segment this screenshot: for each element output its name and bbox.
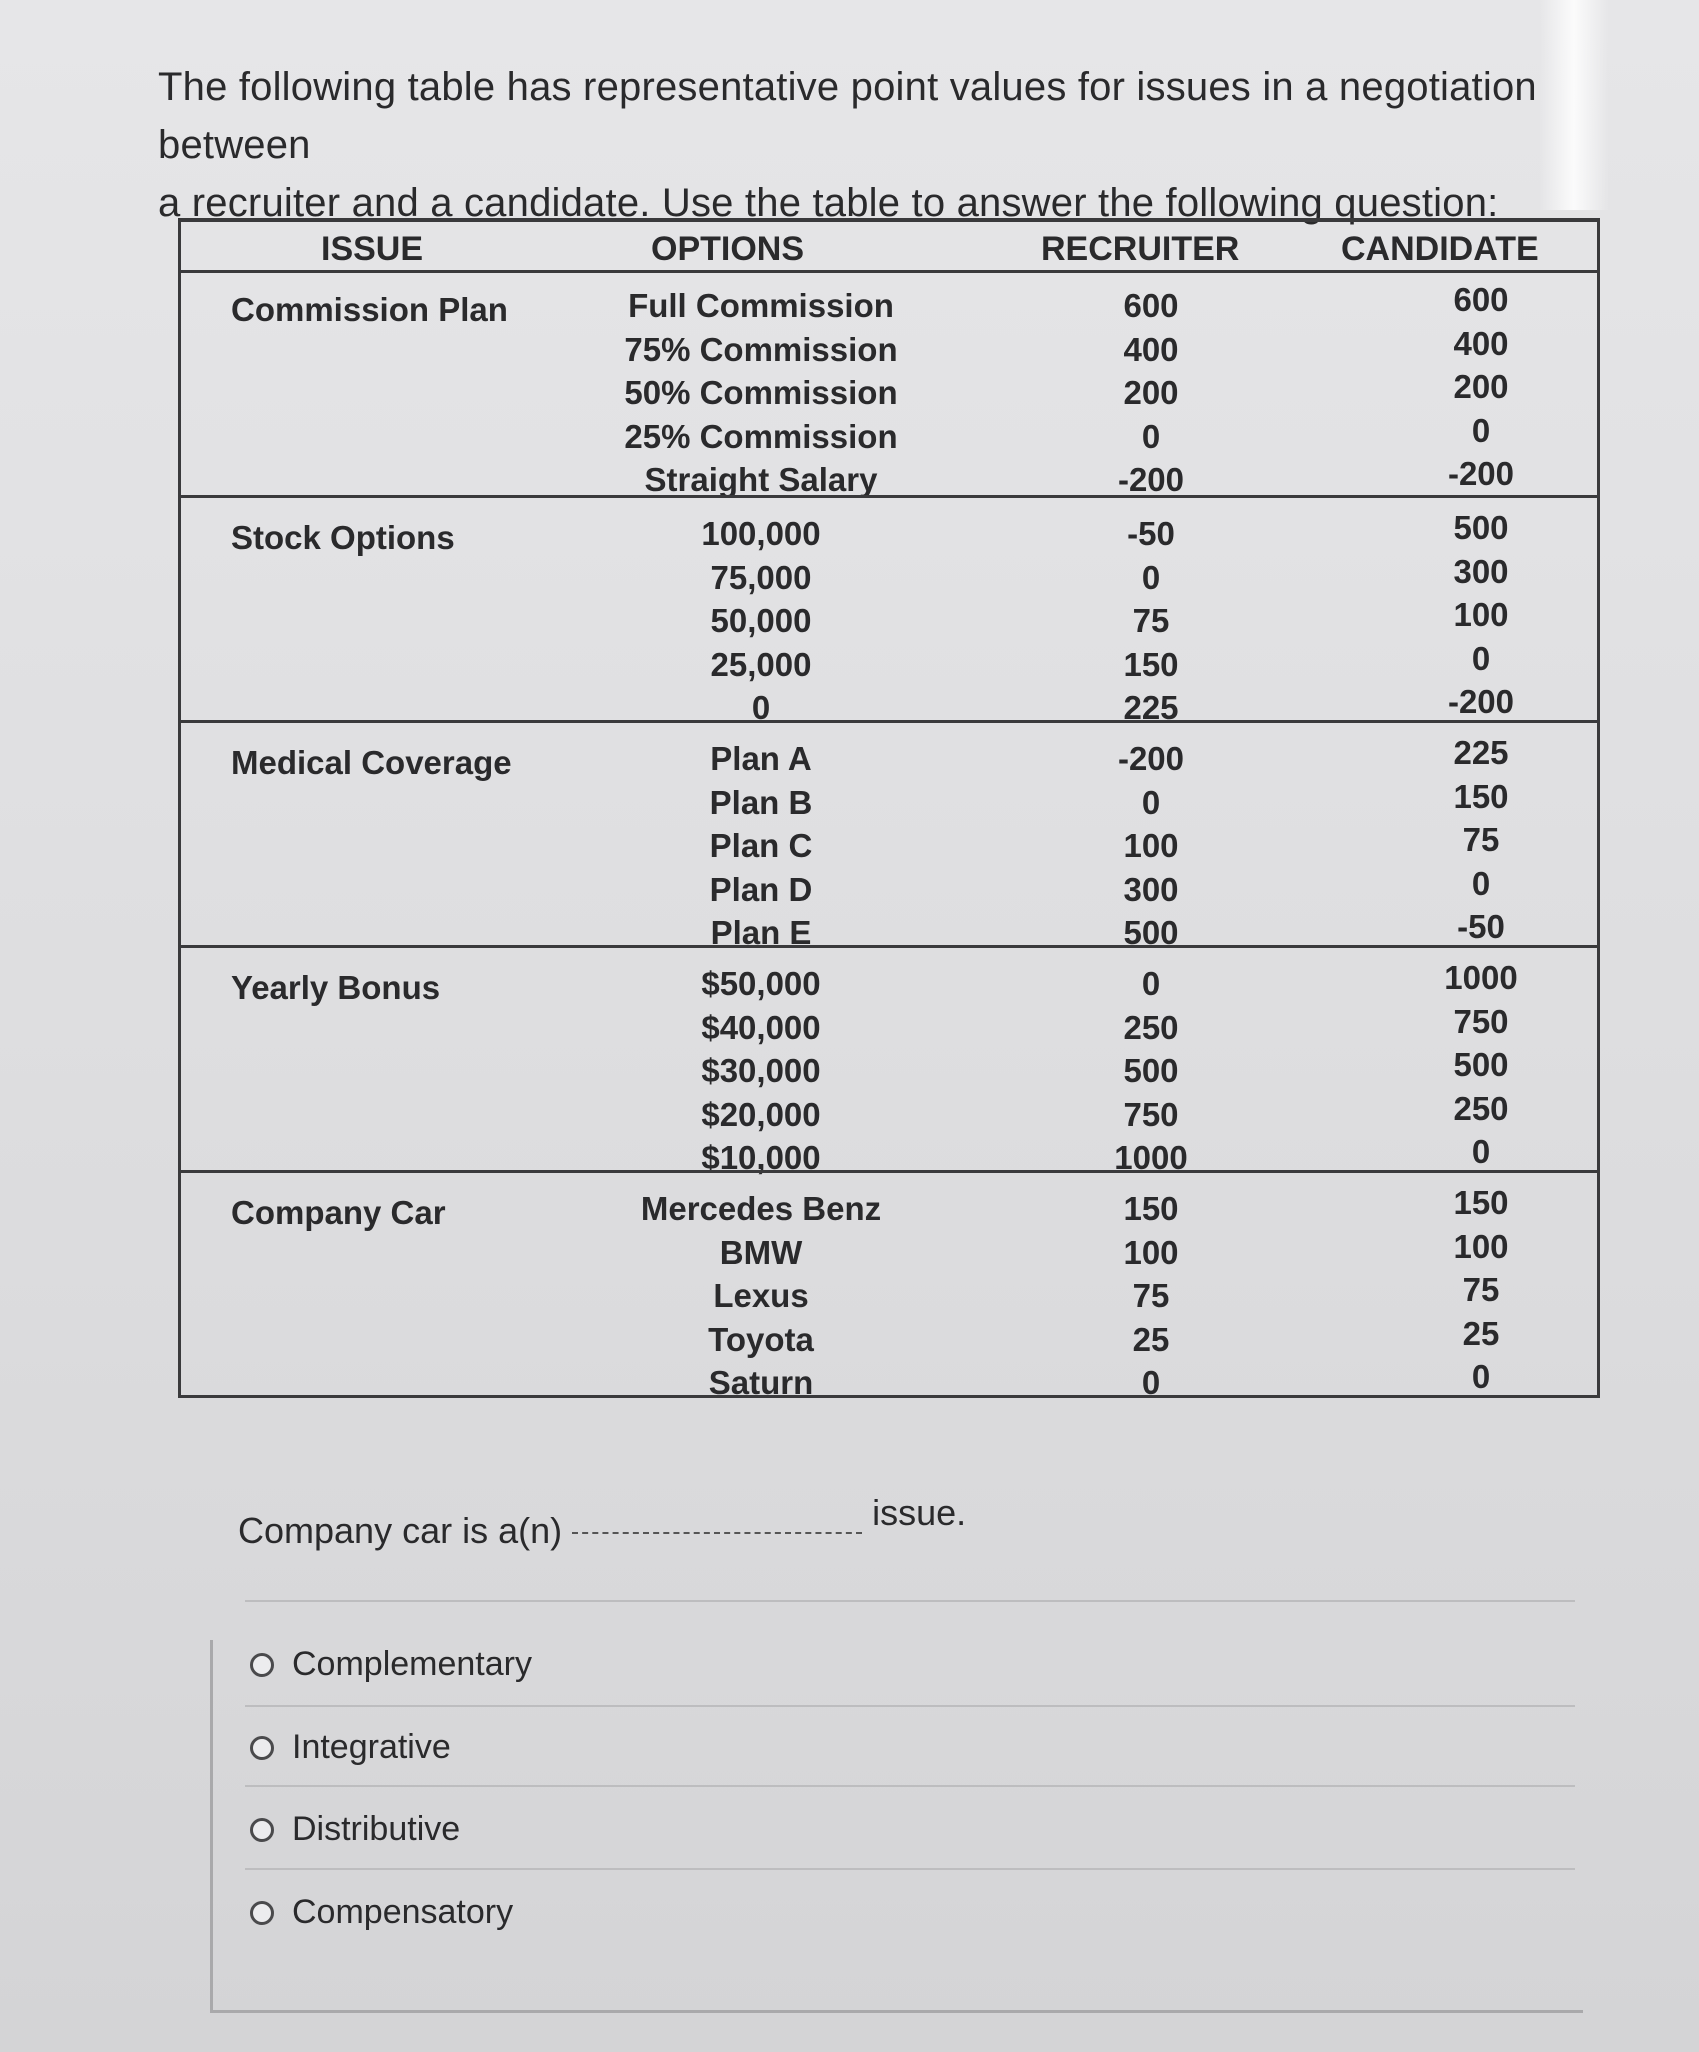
option-cell: $10,000 <box>701 1139 821 1176</box>
header-candidate: CANDIDATE <box>1341 230 1539 268</box>
options-column <box>551 284 971 502</box>
candidate-cell: -200 <box>1447 455 1515 492</box>
answer-blank <box>572 1532 862 1534</box>
issue-label: Company Car <box>231 1194 446 1231</box>
candidate-cell: 0 <box>1471 411 1491 449</box>
recruiter-cell: -200 <box>1117 740 1185 777</box>
recruiter-cell: 300 <box>1123 870 1179 908</box>
recruiter-cell: 1000 <box>1114 1139 1188 1176</box>
radio-icon[interactable] <box>250 1653 274 1677</box>
candidate-cell: 0 <box>1471 1358 1491 1395</box>
table-group-commission <box>181 270 1597 498</box>
recruiter-column <box>1051 512 1251 730</box>
recruiter-cell: 100 <box>1123 827 1179 864</box>
candidate-cell: 75 <box>1462 1271 1500 1308</box>
option-cell: BMW <box>719 1233 803 1271</box>
candidate-cell: 0 <box>1471 639 1491 677</box>
candidate-cell: 750 <box>1453 1002 1509 1040</box>
recruiter-cell: 225 <box>1123 689 1179 726</box>
candidate-cell: 1000 <box>1444 959 1518 996</box>
choice-integrative[interactable] <box>250 1728 451 1767</box>
candidate-column <box>1411 1181 1551 1399</box>
recruiter-cell: 500 <box>1123 1052 1179 1089</box>
header-options: OPTIONS <box>651 230 805 268</box>
recruiter-cell: 500 <box>1123 914 1179 951</box>
question-suffix: issue. <box>872 1492 967 1533</box>
divider <box>245 1600 1575 1602</box>
candidate-cell: 0 <box>1471 1133 1491 1170</box>
candidate-column <box>1411 506 1551 724</box>
candidate-cell: 225 <box>1453 734 1509 771</box>
candidate-cell: 150 <box>1453 777 1509 815</box>
recruiter-cell: 0 <box>1141 1364 1161 1401</box>
candidate-cell: 400 <box>1453 324 1509 362</box>
option-cell: 25% Commission <box>624 417 898 455</box>
recruiter-cell: 0 <box>1141 417 1161 455</box>
divider <box>245 1785 1575 1787</box>
options-column <box>551 512 971 730</box>
option-cell: Plan D <box>709 870 813 908</box>
candidate-column <box>1411 956 1551 1174</box>
option-cell: 25,000 <box>710 645 812 683</box>
option-cell: Lexus <box>713 1277 809 1314</box>
choice-distributive[interactable] <box>250 1810 460 1849</box>
radio-icon[interactable] <box>250 1901 274 1925</box>
option-cell: 100,000 <box>701 515 821 552</box>
candidate-cell: 25 <box>1462 1314 1500 1352</box>
recruiter-cell: 150 <box>1123 1190 1179 1227</box>
recruiter-cell: 0 <box>1141 558 1161 596</box>
question-prefix: Company car is a(n) <box>238 1510 563 1551</box>
candidate-cell: 0 <box>1471 864 1491 902</box>
radio-icon[interactable] <box>250 1736 274 1760</box>
header-recruiter: RECRUITER <box>1041 230 1240 268</box>
issue-label: Medical Coverage <box>231 744 512 781</box>
option-cell: Straight Salary <box>644 461 878 498</box>
options-column <box>551 1187 971 1405</box>
divider <box>245 1868 1575 1870</box>
option-cell: $20,000 <box>701 1095 821 1133</box>
candidate-cell: 600 <box>1453 281 1509 318</box>
recruiter-cell: 100 <box>1123 1233 1179 1271</box>
option-cell: Full Commission <box>628 287 894 324</box>
table-group-stock-options <box>181 495 1597 726</box>
option-cell: 75,000 <box>710 558 812 596</box>
recruiter-column <box>1051 962 1251 1180</box>
candidate-cell: 100 <box>1453 596 1509 633</box>
table-group-company-car <box>181 1170 1597 1401</box>
candidate-column <box>1411 731 1551 949</box>
choice-label: Distributive <box>292 1810 461 1848</box>
recruiter-cell: 200 <box>1123 374 1179 411</box>
issue-label: Commission Plan <box>231 291 508 328</box>
choice-label: Integrative <box>292 1728 451 1766</box>
divider <box>245 1705 1575 1707</box>
option-cell: Plan C <box>709 827 813 864</box>
recruiter-cell: 600 <box>1123 287 1179 324</box>
question-intro <box>158 58 1638 232</box>
question-stem <box>238 1492 967 1552</box>
option-cell: 75% Commission <box>624 330 898 368</box>
recruiter-cell: -50 <box>1127 515 1175 552</box>
candidate-cell: 100 <box>1453 1227 1509 1265</box>
option-cell: Plan B <box>709 783 813 821</box>
options-column <box>551 962 971 1180</box>
option-cell: $50,000 <box>701 965 821 1002</box>
recruiter-cell: 25 <box>1132 1320 1170 1358</box>
option-cell: 50% Commission <box>624 374 898 411</box>
choice-label: Complementary <box>292 1645 532 1683</box>
table-group-medical <box>181 720 1597 951</box>
option-cell: 50,000 <box>710 602 812 639</box>
candidate-cell: 150 <box>1453 1184 1509 1221</box>
candidate-cell: -50 <box>1457 908 1505 945</box>
recruiter-cell: 150 <box>1123 645 1179 683</box>
choice-label: Compensatory <box>292 1893 514 1931</box>
candidate-column <box>1411 278 1551 496</box>
option-cell: Plan A <box>710 740 812 777</box>
recruiter-cell: 75 <box>1132 1277 1170 1314</box>
option-cell: Toyota <box>708 1320 814 1358</box>
candidate-cell: 75 <box>1462 821 1500 858</box>
candidate-cell: -200 <box>1447 683 1515 720</box>
candidate-cell: 500 <box>1453 509 1509 546</box>
option-cell: Plan E <box>710 914 812 951</box>
candidate-cell: 250 <box>1453 1089 1509 1127</box>
choice-complementary[interactable] <box>250 1645 532 1684</box>
recruiter-column <box>1051 737 1251 955</box>
recruiter-cell: -200 <box>1117 461 1185 498</box>
points-table <box>178 218 1600 1401</box>
recruiter-column <box>1051 284 1251 502</box>
option-cell: Mercedes Benz <box>640 1190 882 1227</box>
candidate-cell: 500 <box>1453 1046 1509 1083</box>
radio-icon[interactable] <box>250 1818 274 1842</box>
options-column <box>551 737 971 955</box>
recruiter-cell: 75 <box>1132 602 1170 639</box>
candidate-cell: 200 <box>1453 368 1509 405</box>
header-issue: ISSUE <box>321 230 424 268</box>
issue-label: Yearly Bonus <box>231 969 441 1006</box>
option-cell: Saturn <box>708 1364 814 1401</box>
recruiter-cell: 250 <box>1123 1008 1179 1046</box>
issue-label: Stock Options <box>231 519 455 556</box>
option-cell: $30,000 <box>701 1052 821 1089</box>
choice-compensatory[interactable] <box>250 1893 513 1932</box>
table-group-yearly-bonus <box>181 945 1597 1176</box>
table-header <box>181 222 1597 273</box>
recruiter-cell: 400 <box>1123 330 1179 368</box>
recruiter-cell: 0 <box>1141 965 1161 1002</box>
option-cell: 0 <box>751 689 771 726</box>
option-cell: $40,000 <box>701 1008 821 1046</box>
intro-line-1: The following table has representative point values for issues in a negotiation between <box>158 65 1537 167</box>
candidate-cell: 300 <box>1453 552 1509 590</box>
intro-line-2: a recruiter and a candidate. Use the table to answer the following question: <box>158 181 1499 225</box>
recruiter-cell: 0 <box>1141 783 1161 821</box>
recruiter-cell: 750 <box>1123 1095 1179 1133</box>
recruiter-column <box>1051 1187 1251 1405</box>
